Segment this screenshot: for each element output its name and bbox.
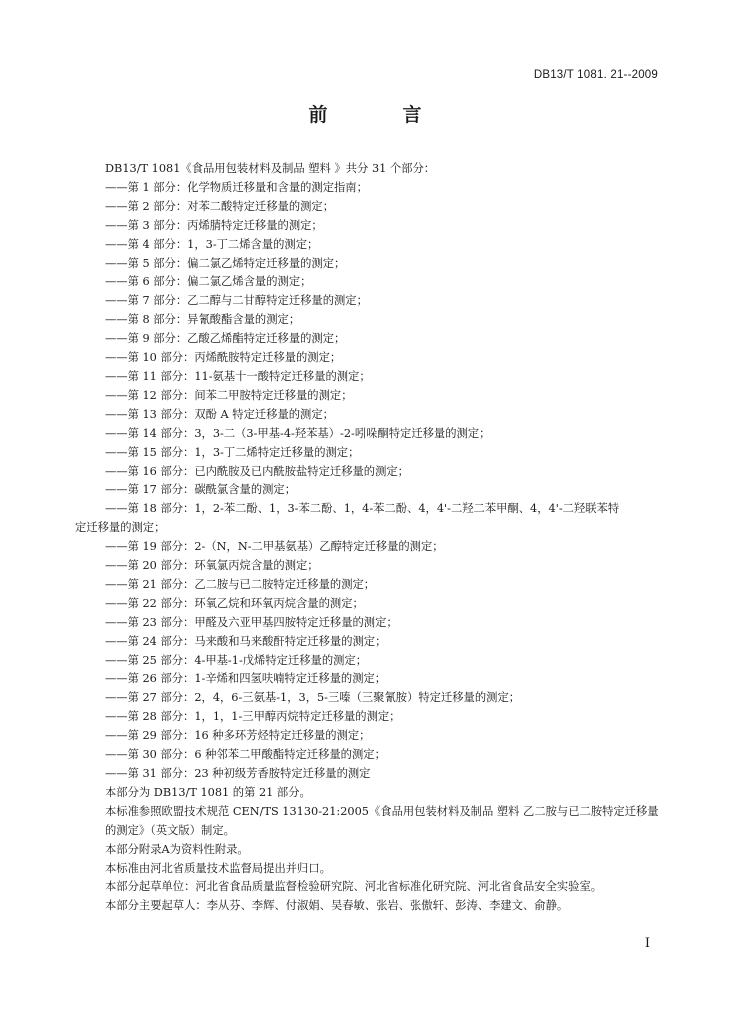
part-item-5: ——第 6 部分：偏二氯乙烯含量的测定；: [105, 275, 312, 289]
part-item-10: ——第 11 部分：11-氨基十一酸特定迁移量的测定；: [105, 369, 371, 383]
part-item-b-6: ——第 25 部分：4-甲基-1-戊烯特定迁移量的测定；: [105, 653, 368, 667]
intro-line: DB13/T 1081《食品用包装材料及制品 塑料 》共分 31 个部分：: [105, 162, 436, 175]
part-item-6: ——第 7 部分：乙二醇与二甘醇特定迁移量的测定；: [105, 294, 368, 308]
part-item-b-12: ——第 31 部分：23 种初级芳香胺特定迁移量的测定: [105, 767, 371, 780]
part-item-9: ——第 10 部分：丙烯酰胺特定迁移量的测定；: [105, 351, 342, 365]
part-18-line-1: ——第 18 部分：1，2-苯二酚、1，3-苯二酚、1，4-苯二酚、4，4'-二羟二苯甲酮、4，4'-二羟联苯特: [105, 502, 620, 516]
part-item-b-2: ——第 21 部分：乙二胺与已二胺特定迁移量的测定；: [105, 577, 376, 591]
part-item-13: ——第 14 部分：3，3-二（3-甲基-4-羟苯基）-2-吲哚酮特定迁移量的测定；: [105, 426, 491, 440]
part-item-b-9: ——第 28 部分：1，1，1-三甲醇丙烷特定迁移量的测定；: [105, 710, 401, 724]
part-18-line-2: 定迁移量的测定；: [75, 521, 166, 535]
part-item-12: ——第 13 部分：双酚 A 特定迁移量的测定；: [105, 407, 334, 421]
part-item-b-5: ——第 24 部分：马来酸和马来酸酐特定迁移量的测定；: [105, 634, 387, 648]
part-item-0: ——第 1 部分：化学物质迁移量和含量的测定指南；: [105, 180, 368, 194]
parts-list-continued: [75, 538, 665, 784]
part-item-b-4: ——第 23 部分：甲醛及六亚甲基四胺特定迁移量的测定；: [105, 615, 398, 629]
part-item-b-3: ——第 22 部分：环氧乙烷和环氧丙烷含量的测定；: [105, 596, 364, 610]
part-item-b-1: ——第 20 部分：环氧氯丙烷含量的测定；: [105, 559, 319, 573]
part-item-3: ——第 4 部分：1，3-丁二烯含量的测定；: [105, 237, 319, 251]
part-item-b-11: ——第 30 部分：6 种邻苯二甲酸酯特定迁移量的测定；: [105, 748, 386, 762]
foreword-paragraphs: [75, 784, 665, 916]
document-body: [75, 160, 665, 916]
part-item-7: ——第 8 部分：异氰酸酯含量的测定；: [105, 313, 301, 327]
part-item-11: ——第 12 部分：间苯二甲胺特定迁移量的测定；: [105, 388, 353, 402]
part-item-4: ——第 5 部分：偏二氯乙烯特定迁移量的测定；: [105, 256, 346, 270]
part-item-16: ——第 17 部分：碳酰氯含量的测定；: [105, 483, 297, 497]
paragraph-3: 本标准由河北省质量技术监督局提出并归口。: [105, 861, 331, 875]
part-item-b-10: ——第 29 部分：16 种多环芳烃特定迁移量的测定；: [105, 729, 371, 743]
part-item-14: ——第 15 部分：1，3-丁二烯特定迁移量的测定；: [105, 445, 360, 459]
part-item-15: ——第 16 部分：已内酰胺及已内酰胺盐特定迁移量的测定；: [105, 464, 409, 478]
part-item-1: ——第 2 部分：对苯二酸特定迁移量的测定；: [105, 199, 335, 213]
part-item-b-0: ——第 19 部分：2-（N，N-二甲基氨基）乙醇特定迁移量的测定；: [105, 540, 444, 554]
page-title: 前 言: [308, 104, 450, 126]
paragraph-1: 本标准参照欧盟技术规范 CEN/TS 13130-21:2005《食品用包装材料及制品 塑料 乙二胺与已二胺特定迁移量的测定》（英文版）制定。: [105, 804, 659, 837]
part-item-b-8: ——第 27 部分：2，4，6-三氨基-1，3，5-三嗪（三聚氰胺）特定迁移量的测定；: [105, 691, 521, 705]
part-item-8: ——第 9 部分：乙酸乙烯酯特定迁移量的测定；: [105, 332, 346, 346]
paragraph-4: 本部分起草单位：河北省食品质量监督检验研究院、河北省标准化研究院、河北省食品安全实验室。: [105, 880, 603, 894]
paragraph-2: 本部分附录A为资料性附录。: [105, 842, 249, 856]
part-item-b-7: ——第 26 部分：1-辛烯和四氢呋喃特定迁移量的测定；: [105, 672, 387, 686]
page-number: I: [644, 936, 650, 951]
part-item-2: ——第 3 部分：丙烯腈特定迁移量的测定；: [105, 218, 323, 232]
standard-code: DB13/T 1081. 21--2009: [533, 69, 658, 81]
parts-list: [75, 179, 665, 500]
paragraph-0: 本部分为 DB13/T 1081 的第 21 部分。: [105, 785, 311, 799]
paragraph-5: 本部分主要起草人：李从芬、李辉、付淑娟、吴春敏、张岩、张傲轩、彭涛、李建文、俞静。: [105, 899, 569, 913]
